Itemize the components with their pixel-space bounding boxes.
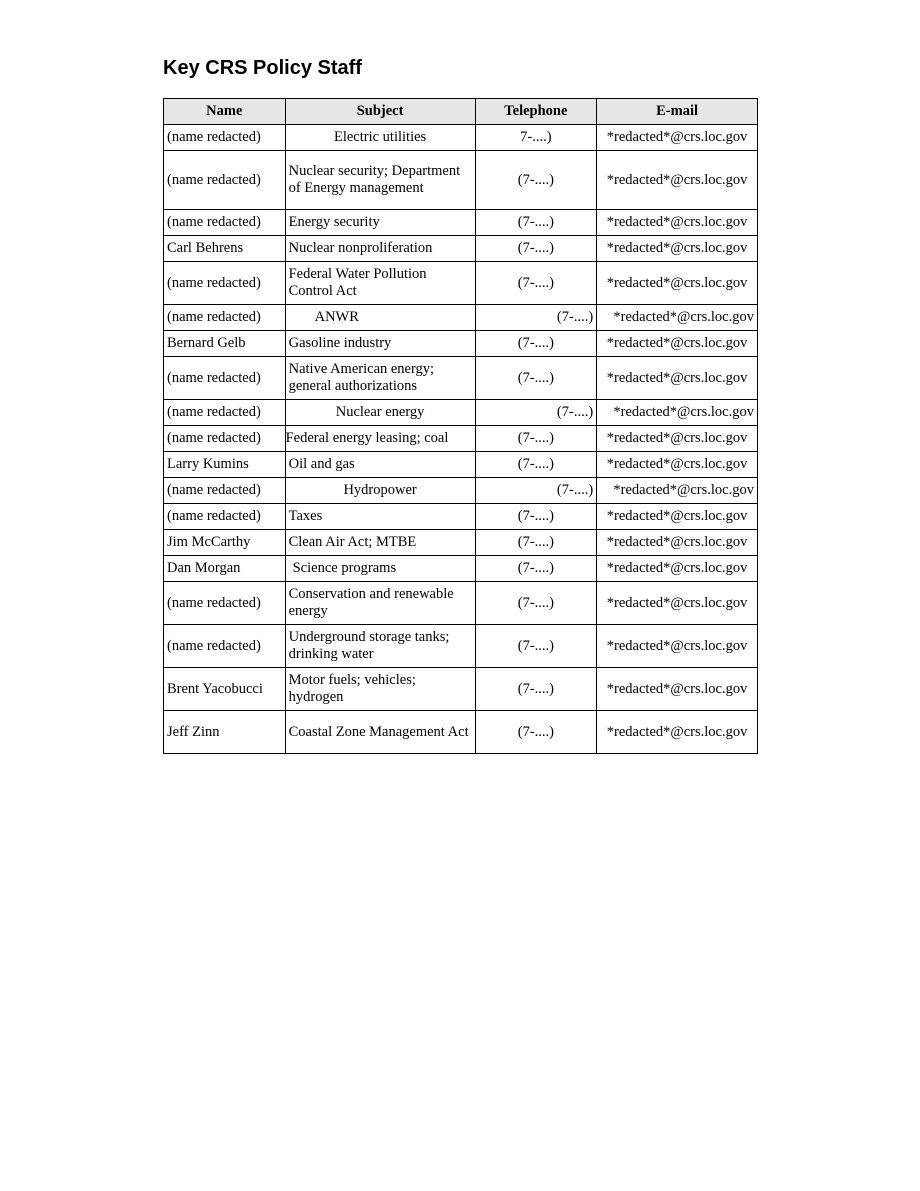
staff-subject: Underground storage tanks; drinking water bbox=[285, 625, 475, 668]
column-header-subject: Subject bbox=[285, 99, 475, 125]
table-row bbox=[164, 530, 758, 556]
staff-name: Carl Behrens bbox=[164, 236, 286, 262]
staff-name: (name redacted) bbox=[164, 357, 286, 400]
table-row bbox=[164, 668, 758, 711]
staff-name: Larry Kumins bbox=[164, 452, 286, 478]
staff-telephone: (7-....) bbox=[475, 711, 597, 754]
table-row bbox=[164, 400, 758, 426]
staff-email: *redacted*@crs.loc.gov bbox=[597, 125, 758, 151]
staff-subject: Native American energy; general authorizations bbox=[285, 357, 475, 400]
staff-telephone: (7-....) bbox=[475, 582, 597, 625]
staff-subject: Nuclear security; Department of Energy management bbox=[285, 151, 475, 210]
staff-telephone: (7-....) bbox=[475, 452, 597, 478]
staff-name: Jim McCarthy bbox=[164, 530, 286, 556]
staff-email: *redacted*@crs.loc.gov bbox=[597, 668, 758, 711]
staff-subject: Oil and gas bbox=[285, 452, 475, 478]
staff-subject: Taxes bbox=[285, 504, 475, 530]
staff-subject: Gasoline industry bbox=[285, 331, 475, 357]
staff-name: (name redacted) bbox=[164, 426, 286, 452]
page-title: Key CRS Policy Staff bbox=[163, 57, 362, 79]
table-row bbox=[164, 236, 758, 262]
table-row bbox=[164, 556, 758, 582]
table-row bbox=[164, 262, 758, 305]
staff-subject: Clean Air Act; MTBE bbox=[285, 530, 475, 556]
staff-name: (name redacted) bbox=[164, 504, 286, 530]
staff-subject: Energy security bbox=[285, 210, 475, 236]
staff-telephone: (7-....) bbox=[475, 625, 597, 668]
staff-email: *redacted*@crs.loc.gov bbox=[597, 625, 758, 668]
staff-email: *redacted*@crs.loc.gov bbox=[597, 556, 758, 582]
staff-subject: Nuclear nonproliferation bbox=[285, 236, 475, 262]
table-row bbox=[164, 151, 758, 210]
staff-email: *redacted*@crs.loc.gov bbox=[597, 478, 758, 504]
staff-telephone: (7-....) bbox=[475, 556, 597, 582]
table-body bbox=[164, 125, 758, 754]
table-row bbox=[164, 504, 758, 530]
table-row bbox=[164, 125, 758, 151]
staff-telephone: (7-....) bbox=[475, 530, 597, 556]
staff-telephone: (7-....) bbox=[475, 331, 597, 357]
staff-name: (name redacted) bbox=[164, 125, 286, 151]
staff-subject: Federal Water Pollution Control Act bbox=[285, 262, 475, 305]
staff-email: *redacted*@crs.loc.gov bbox=[597, 210, 758, 236]
column-header-email: E-mail bbox=[597, 99, 758, 125]
staff-email: *redacted*@crs.loc.gov bbox=[597, 711, 758, 754]
staff-telephone: (7-....) bbox=[475, 236, 597, 262]
table-row bbox=[164, 331, 758, 357]
staff-telephone: (7-....) bbox=[475, 262, 597, 305]
staff-telephone: (7-....) bbox=[475, 478, 597, 504]
header-row bbox=[164, 99, 758, 125]
staff-subject: Coastal Zone Management Act bbox=[285, 711, 475, 754]
staff-telephone: (7-....) bbox=[475, 400, 597, 426]
staff-telephone: (7-....) bbox=[475, 151, 597, 210]
staff-email: *redacted*@crs.loc.gov bbox=[597, 530, 758, 556]
staff-subject: Electric utilities bbox=[285, 125, 475, 151]
staff-telephone: (7-....) bbox=[475, 426, 597, 452]
table-row bbox=[164, 452, 758, 478]
staff-table bbox=[163, 98, 758, 754]
staff-email: *redacted*@crs.loc.gov bbox=[597, 331, 758, 357]
staff-subject: Nuclear energy bbox=[285, 400, 475, 426]
table-row bbox=[164, 357, 758, 400]
staff-name: Dan Morgan bbox=[164, 556, 286, 582]
staff-name: (name redacted) bbox=[164, 625, 286, 668]
column-header-telephone: Telephone bbox=[475, 99, 597, 125]
staff-subject: Federal energy leasing; coal bbox=[285, 426, 475, 452]
staff-subject: ANWR bbox=[285, 305, 475, 331]
staff-telephone: (7-....) bbox=[475, 305, 597, 331]
staff-email: *redacted*@crs.loc.gov bbox=[597, 305, 758, 331]
staff-name: (name redacted) bbox=[164, 262, 286, 305]
table-row bbox=[164, 478, 758, 504]
staff-email: *redacted*@crs.loc.gov bbox=[597, 504, 758, 530]
table-row bbox=[164, 305, 758, 331]
staff-email: *redacted*@crs.loc.gov bbox=[597, 236, 758, 262]
table-header bbox=[164, 99, 758, 125]
column-header-name: Name bbox=[164, 99, 286, 125]
staff-email: *redacted*@crs.loc.gov bbox=[597, 151, 758, 210]
staff-subject: Motor fuels; vehicles; hydrogen bbox=[285, 668, 475, 711]
staff-name: Jeff Zinn bbox=[164, 711, 286, 754]
staff-subject: Conservation and renewable energy bbox=[285, 582, 475, 625]
staff-name: Brent Yacobucci bbox=[164, 668, 286, 711]
staff-name: (name redacted) bbox=[164, 582, 286, 625]
staff-name: (name redacted) bbox=[164, 478, 286, 504]
staff-telephone: (7-....) bbox=[475, 210, 597, 236]
staff-name: (name redacted) bbox=[164, 210, 286, 236]
staff-name: (name redacted) bbox=[164, 305, 286, 331]
staff-name: (name redacted) bbox=[164, 151, 286, 210]
staff-email: *redacted*@crs.loc.gov bbox=[597, 452, 758, 478]
staff-name: (name redacted) bbox=[164, 400, 286, 426]
staff-email: *redacted*@crs.loc.gov bbox=[597, 582, 758, 625]
staff-telephone: (7-....) bbox=[475, 668, 597, 711]
staff-subject: Hydropower bbox=[285, 478, 475, 504]
table-row bbox=[164, 625, 758, 668]
staff-subject: Science programs bbox=[285, 556, 475, 582]
staff-email: *redacted*@crs.loc.gov bbox=[597, 426, 758, 452]
staff-name: Bernard Gelb bbox=[164, 331, 286, 357]
table-row bbox=[164, 210, 758, 236]
table-row bbox=[164, 426, 758, 452]
table-row bbox=[164, 711, 758, 754]
staff-telephone: (7-....) bbox=[475, 357, 597, 400]
staff-telephone: (7-....) bbox=[475, 504, 597, 530]
staff-email: *redacted*@crs.loc.gov bbox=[597, 400, 758, 426]
staff-telephone: 7-....) bbox=[475, 125, 597, 151]
staff-email: *redacted*@crs.loc.gov bbox=[597, 357, 758, 400]
staff-email: *redacted*@crs.loc.gov bbox=[597, 262, 758, 305]
table-row bbox=[164, 582, 758, 625]
